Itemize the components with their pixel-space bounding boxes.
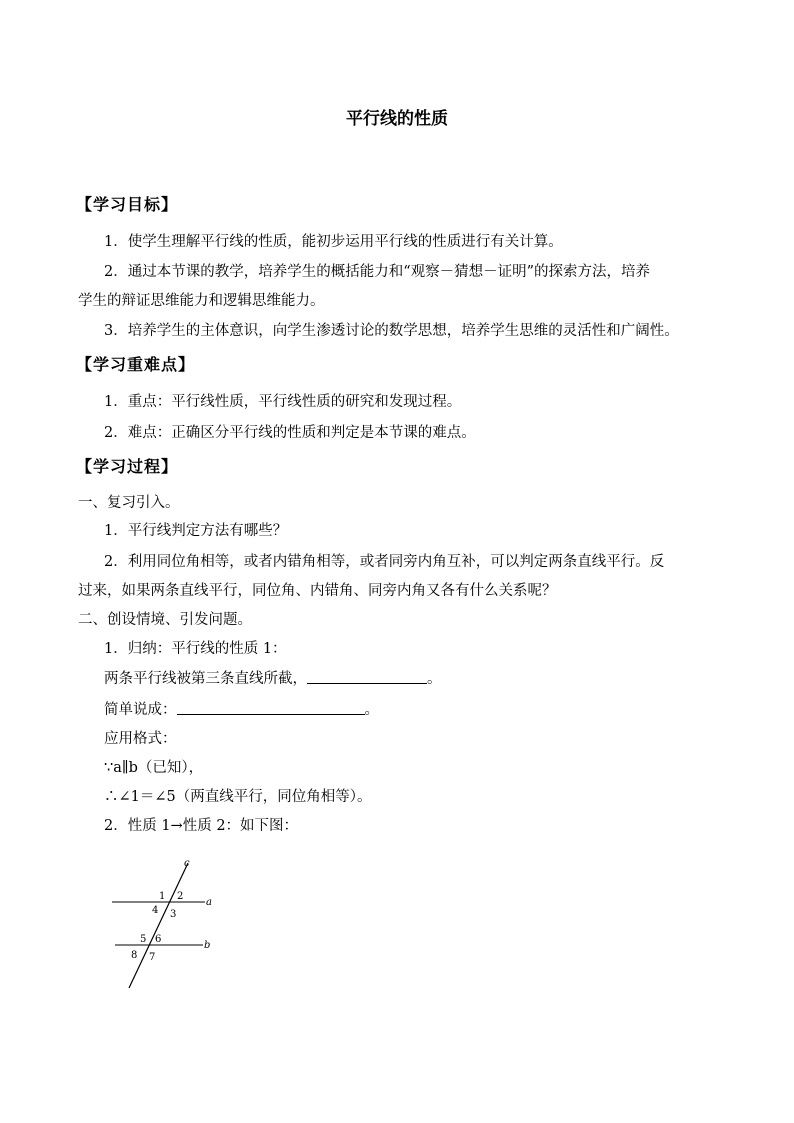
fill-1-suffix: 。 [427,671,442,687]
because-line: ∵a∥b（已知）， [104,760,204,776]
part1-item-2-cont: 过来，如果两条直线平行，同位角、内错角、同旁内角又各有什么关系呢？ [78,583,557,599]
line-c [129,863,188,988]
part2-item-1: 1．归纳：平行线的性质 1： [104,641,287,657]
part1-title: 一、复习引入。 [78,495,180,511]
angle-4: 4 [152,905,159,916]
keypoint-item-1: 1．重点：平行线性质，平行线性质的研究和发现过程。 [104,394,462,410]
part1-item-1: 1．平行线判定方法有哪些？ [104,523,288,539]
answer-blank-2[interactable] [177,700,365,715]
fill-1-prefix: 两条平行线被第三条直线所截， [104,671,307,687]
section-heading-goals: 【学习目标】 [76,195,179,214]
goal-item-2: 2．通过本节课的教学，培养学生的概括能力和“观察－猜想－证明”的探索方法，培养 [104,264,651,280]
goal-item-3: 3．培养学生的主体意识，向学生渗透讨论的数学思想，培养学生思维的灵活性和广阔性。 [104,323,679,339]
angle-8: 8 [131,950,138,961]
page-title: 平行线的性质 [346,109,448,129]
section-heading-keypoints: 【学习重难点】 [76,355,196,374]
angle-1: 1 [159,891,166,902]
label-c: c [184,858,190,869]
angle-7: 7 [149,952,156,963]
application-format: 应用格式： [104,731,177,747]
goal-item-1: 1．使学生理解平行线的性质，能初步运用平行线的性质进行有关计算。 [104,234,563,250]
part2-title: 二、创设情境、引发问题。 [78,612,252,628]
label-b: b [204,940,211,951]
section-heading-process: 【学习过程】 [76,457,179,476]
fill-2-suffix: 。 [364,702,379,718]
goal-item-2-cont: 学生的辩证思维能力和逻辑思维能力。 [78,293,325,309]
angle-3: 3 [170,909,177,920]
angle-6: 6 [155,934,162,945]
keypoint-item-2: 2．难点：正确区分平行线的性质和判定是本节课的难点。 [104,425,476,441]
angle-2: 2 [177,891,184,902]
therefore-line: ∴∠1＝∠5（两直线平行，同位角相等）。 [104,789,372,805]
part1-item-2: 2．利用同位角相等，或者内错角相等，或者同旁内角互补，可以判定两条直线平行。反 [104,554,665,570]
angle-5: 5 [140,934,147,945]
fill-line-2 [104,700,722,720]
part2-item-2: 2．性质 1→性质 2：如下图： [104,818,299,834]
fill-2-prefix: 简单说成： [104,702,177,718]
parallel-lines-figure [100,855,230,995]
label-a: a [206,897,212,908]
answer-blank-1[interactable] [307,669,427,684]
fill-line-1 [104,669,722,689]
